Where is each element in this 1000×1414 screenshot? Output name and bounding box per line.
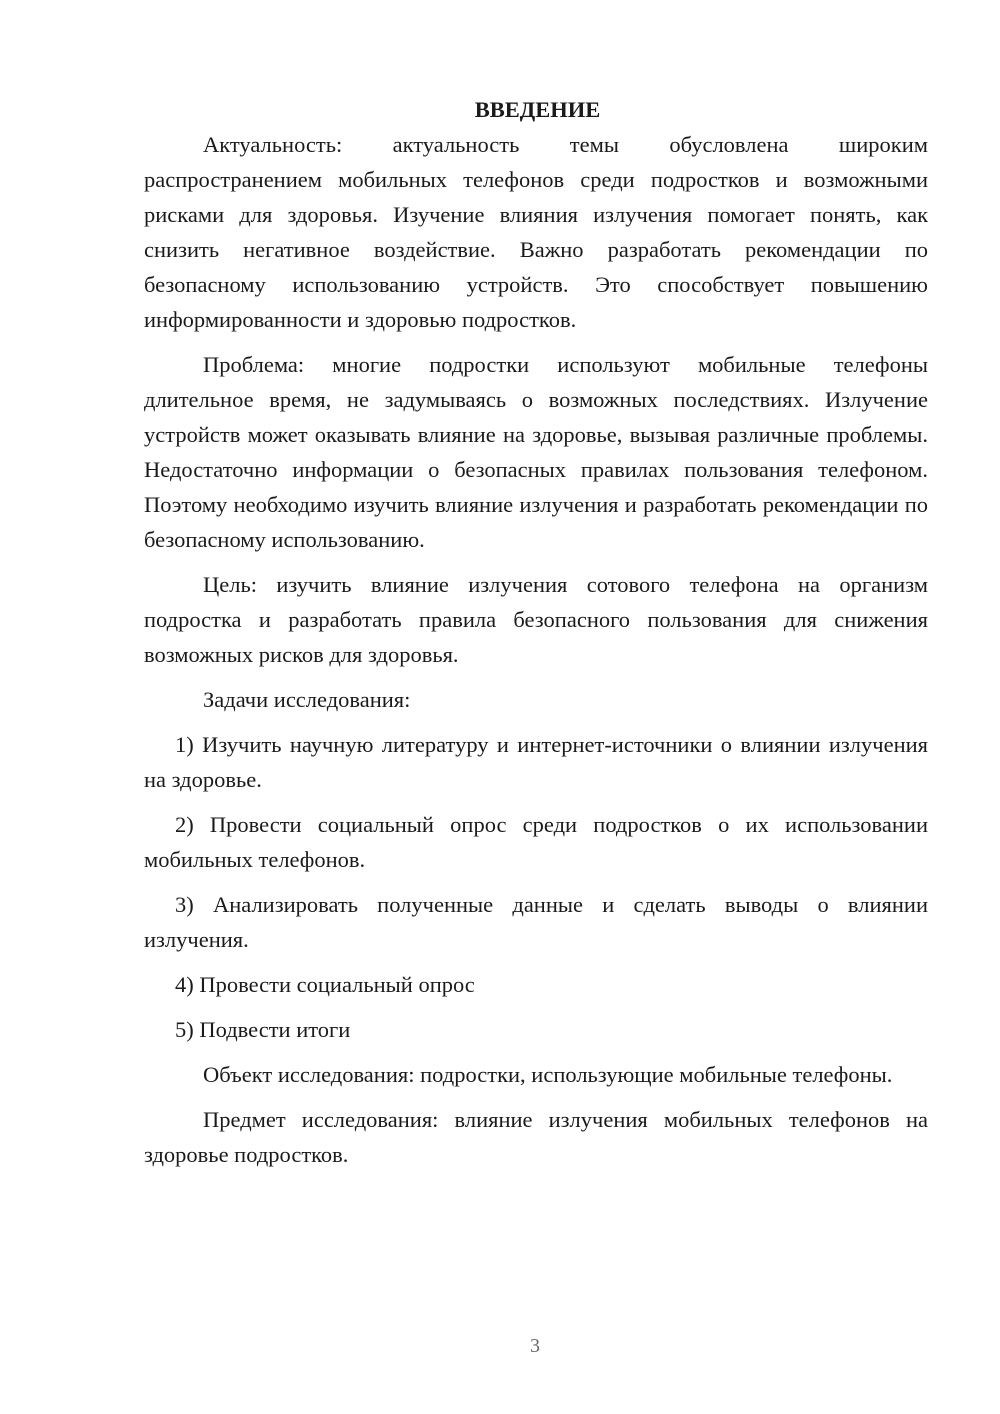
task-item-1: 1) Изучить научную литературу и интернет-источники о влиянии излучения на здоровье. (144, 732, 928, 792)
page-title: ВВЕДЕНИЕ (474, 97, 601, 122)
task-item-2: 2) Провести социальный опрос среди подростков о их использовании мобильных телефонов. (144, 812, 928, 872)
task-item-5: 5) Подвести итоги (175, 1017, 351, 1042)
goal-paragraph: Цель: изучить влияние излучения сотового телефона на организм подростка и разработать правила безопасного пользования для снижения возможных рисков для здоровья. (144, 572, 928, 667)
page-content (144, 92, 928, 1172)
tasks-heading: Задачи исследования: (203, 687, 411, 712)
object-paragraph: Объект исследования: подростки, использующие мобильные телефоны. (203, 1062, 893, 1087)
task-item-3: 3) Анализировать полученные данные и сделать выводы о влиянии излучения. (144, 892, 928, 952)
relevance-paragraph: Актуальность: актуальность темы обусловлена широким распространением мобильных телефонов среди подростков и возможными рисками для здоровья. Изучение влияния излучения помогает понять, как снизить негативное воздействие. Важно разработать рекомендации по безопасному использованию устройств. Это способствует повышению информированности и здоровью подростков. (144, 132, 928, 332)
problem-paragraph: Проблема: многие подростки используют мобильные телефоны длительное время, не задумываясь о возможных последствиях. Излучение устройств может оказывать влияние на здоровье, вызывая различные проблемы. Недостаточно информации о безопасных правилах пользования телефоном. Поэтому необходимо изучить влияние излучения и разработать рекомендации по безопасному использованию. (144, 352, 928, 552)
page-number: 3 (530, 1335, 540, 1357)
task-item-4: 4) Провести социальный опрос (175, 972, 475, 997)
subject-paragraph: Предмет исследования: влияние излучения мобильных телефонов на здоровье подростков. (144, 1107, 928, 1167)
